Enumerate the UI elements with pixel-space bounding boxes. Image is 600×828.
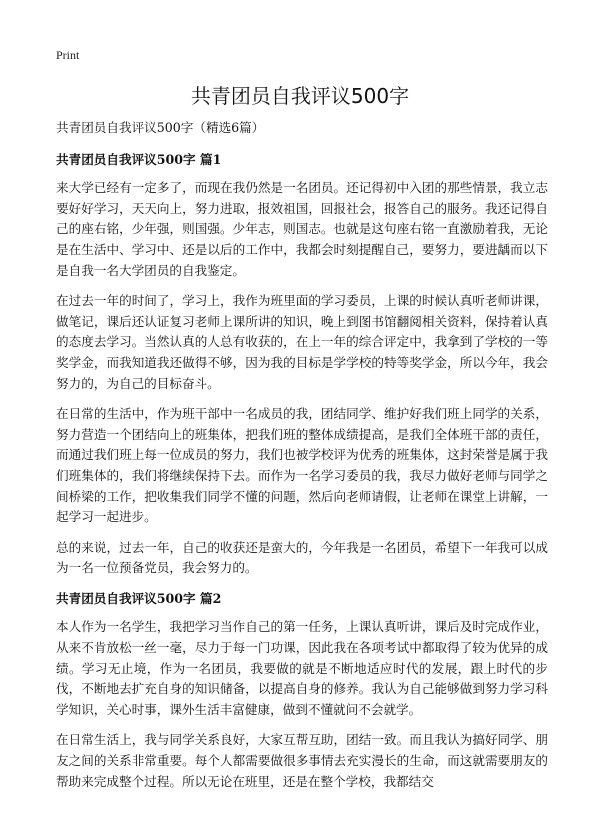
paragraph: 在过去一年的时间了，学习上，我作为班里面的学习委员，上课的时候认真听老师讲课，做笔记，课后还认证复习老师上课所讲的知识，晚上到图书馆翻阅相关资料，保持着认真的态度去学习。当然认真的人总有收获的，在上一年的综合评定中，我拿到了学校的一等奖学金，而我知道我还做得不够，因为我的目标是学学校的特等奖学金，所以今年，我会努力的，为自己的目标奋斗。: [56, 293, 548, 391]
document-title: 共青团员自我评议500字: [190, 84, 410, 108]
document-subtitle: 共青团员自我评议500字（精选6篇）: [56, 120, 265, 135]
paragraph: 在日常生活上，我与同学关系良好，大家互帮互助，团结一致。而且我认为搞好同学、朋友之间的关系非常重要。每个人都需要做很多事情去充实漫长的生命，而这就需要朋友的帮助来完成整个过程。所以无论在班里，还是在整个学校，我都结交: [56, 732, 548, 789]
print-link[interactable]: Print: [56, 48, 80, 62]
section-heading: 共青团员自我评议500字 篇2: [56, 590, 222, 606]
section-heading: 共青团员自我评议500字 篇1: [56, 151, 222, 167]
paragraph: 来大学已经有一定多了，而现在我仍然是一名团员。还记得初中入团的那些情景，我立志要好好学习，天天向上，努力进取，报效祖国，回报社会，报答自己的服务。我还记得自己的座右铭，少年强，则国强。少年志，则国志。也就是这句座右铭一直激励着我，无论是在生活中、学习中、还是以后的工作中，我都会时刻提醒自己，要努力，要进龋而以下是自我一名大学团员的自我鉴定。: [56, 180, 548, 278]
paragraph: 在日常的生活中，作为班干部中一名成员的我，团结同学、维护好我们班上同学的关系，努力营造一个团结向上的班集体，把我们班的整体成绩提高，是我们全体班干部的责任，而通过我们班上每一位成员的努力，我们也被学校评为优秀的班集体，这封荣誉是属于我们班集体的，我们将继续保持下去。而作为一名学习委员的我，我尽力做好老师与同学之间桥梁的工作，把收集我们同学不懂的问题，然后向老师请假，让老师在课堂上讲解，一起学习一起进步。: [56, 406, 548, 525]
document-body: [56, 118, 548, 802]
paragraph: 总的来说，过去一年，自己的收获还是蛮大的，今年我是一名团员，希望下一年我可以成为一名一位预备党员，我会努力的。: [56, 539, 548, 576]
paragraph: 本人作为一名学生，我把学习当作自己的第一任务，上课认真听讲，课后及时完成作业，从来不肯放松一丝一毫，尽力于每一门功课，因此我在各项考试中都取得了较为优异的成绩。学习无止境，作为一名团员，我要做的就是不断地适应时代的发展，跟上时代的步伐，不断地去扩充自身的知识储备，以提高自身的修养。我认为自己能够做到努力学习科学知识，关心时事，课外生活丰富健康，做到不懂就问不会就学。: [56, 619, 548, 717]
section-1: [56, 150, 548, 579]
section-2: [56, 589, 548, 792]
